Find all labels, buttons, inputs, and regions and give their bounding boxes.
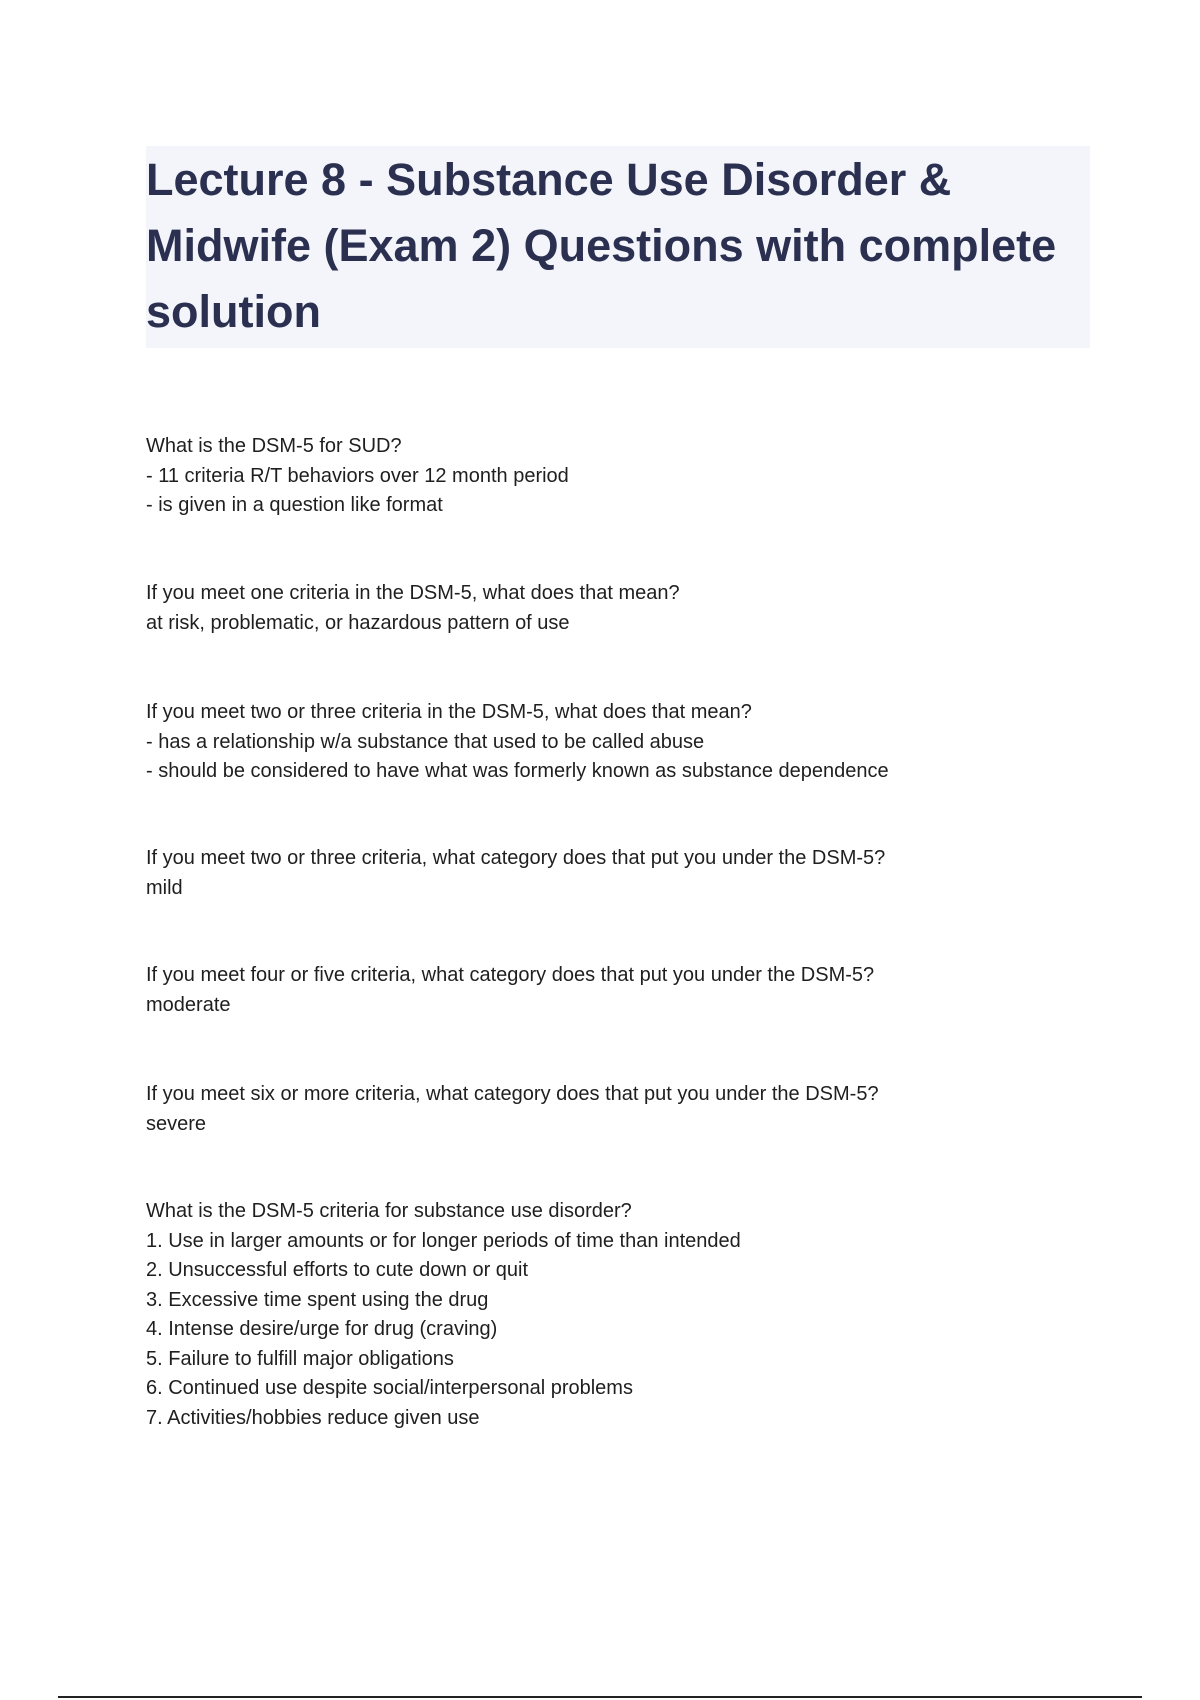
qa-item-5: [146, 961, 874, 1020]
answer-line: 2. Unsuccessful efforts to cute down or quit: [146, 1259, 529, 1281]
qa-item-7: [146, 1197, 741, 1433]
answer-line: 3. Excessive time spent using the drug: [146, 1288, 489, 1311]
qa-item-6: [146, 1080, 879, 1139]
answer-line: severe: [146, 1112, 207, 1135]
question: If you meet six or more criteria, what category does that put you under the DSM-5?: [146, 1083, 879, 1105]
document-title: Lecture 8 - Substance Use Disorder & Midwife (Exam 2) Questions with complete solution: [146, 154, 1057, 337]
question: If you meet one criteria in the DSM-5, what does that mean?: [146, 582, 680, 604]
answer-line: 6. Continued use despite social/interpersonal problems: [146, 1377, 633, 1399]
answer-line: 5. Failure to fulfill major obligations: [146, 1347, 454, 1370]
answer-line: at risk, problematic, or hazardous pattern of use: [146, 611, 570, 634]
qa-item-3: [146, 698, 889, 787]
question: What is the DSM-5 criteria for substance use disorder?: [146, 1200, 632, 1222]
question: If you meet four or five criteria, what category does that put you under the DSM-5?: [146, 964, 875, 986]
answer-line: 1. Use in larger amounts or for longer periods of time than intended: [146, 1229, 741, 1252]
qa-item-1: [146, 432, 569, 521]
answer-line: mild: [146, 876, 183, 899]
answer-line: - has a relationship w/a substance that used to be called abuse: [146, 730, 705, 753]
qa-item-4: [146, 844, 885, 903]
answer-line: - should be considered to have what was formerly known as substance dependence: [146, 760, 889, 782]
answer-line: 7. Activities/hobbies reduce given use: [146, 1406, 480, 1429]
answer-line: - 11 criteria R/T behaviors over 12 month period: [146, 464, 569, 487]
title-banner: [146, 146, 1090, 348]
question: If you meet two or three criteria, what category does that put you under the DSM-5?: [146, 847, 886, 869]
question: What is the DSM-5 for SUD?: [146, 435, 402, 457]
answer-line: - is given in a question like format: [146, 494, 443, 516]
answer-line: 4. Intense desire/urge for drug (craving): [146, 1318, 498, 1340]
answer-line: moderate: [146, 993, 231, 1016]
question: If you meet two or three criteria in the DSM-5, what does that mean?: [146, 701, 752, 723]
qa-item-2: [146, 579, 680, 638]
page-bottom-rule: [58, 1696, 1142, 1698]
